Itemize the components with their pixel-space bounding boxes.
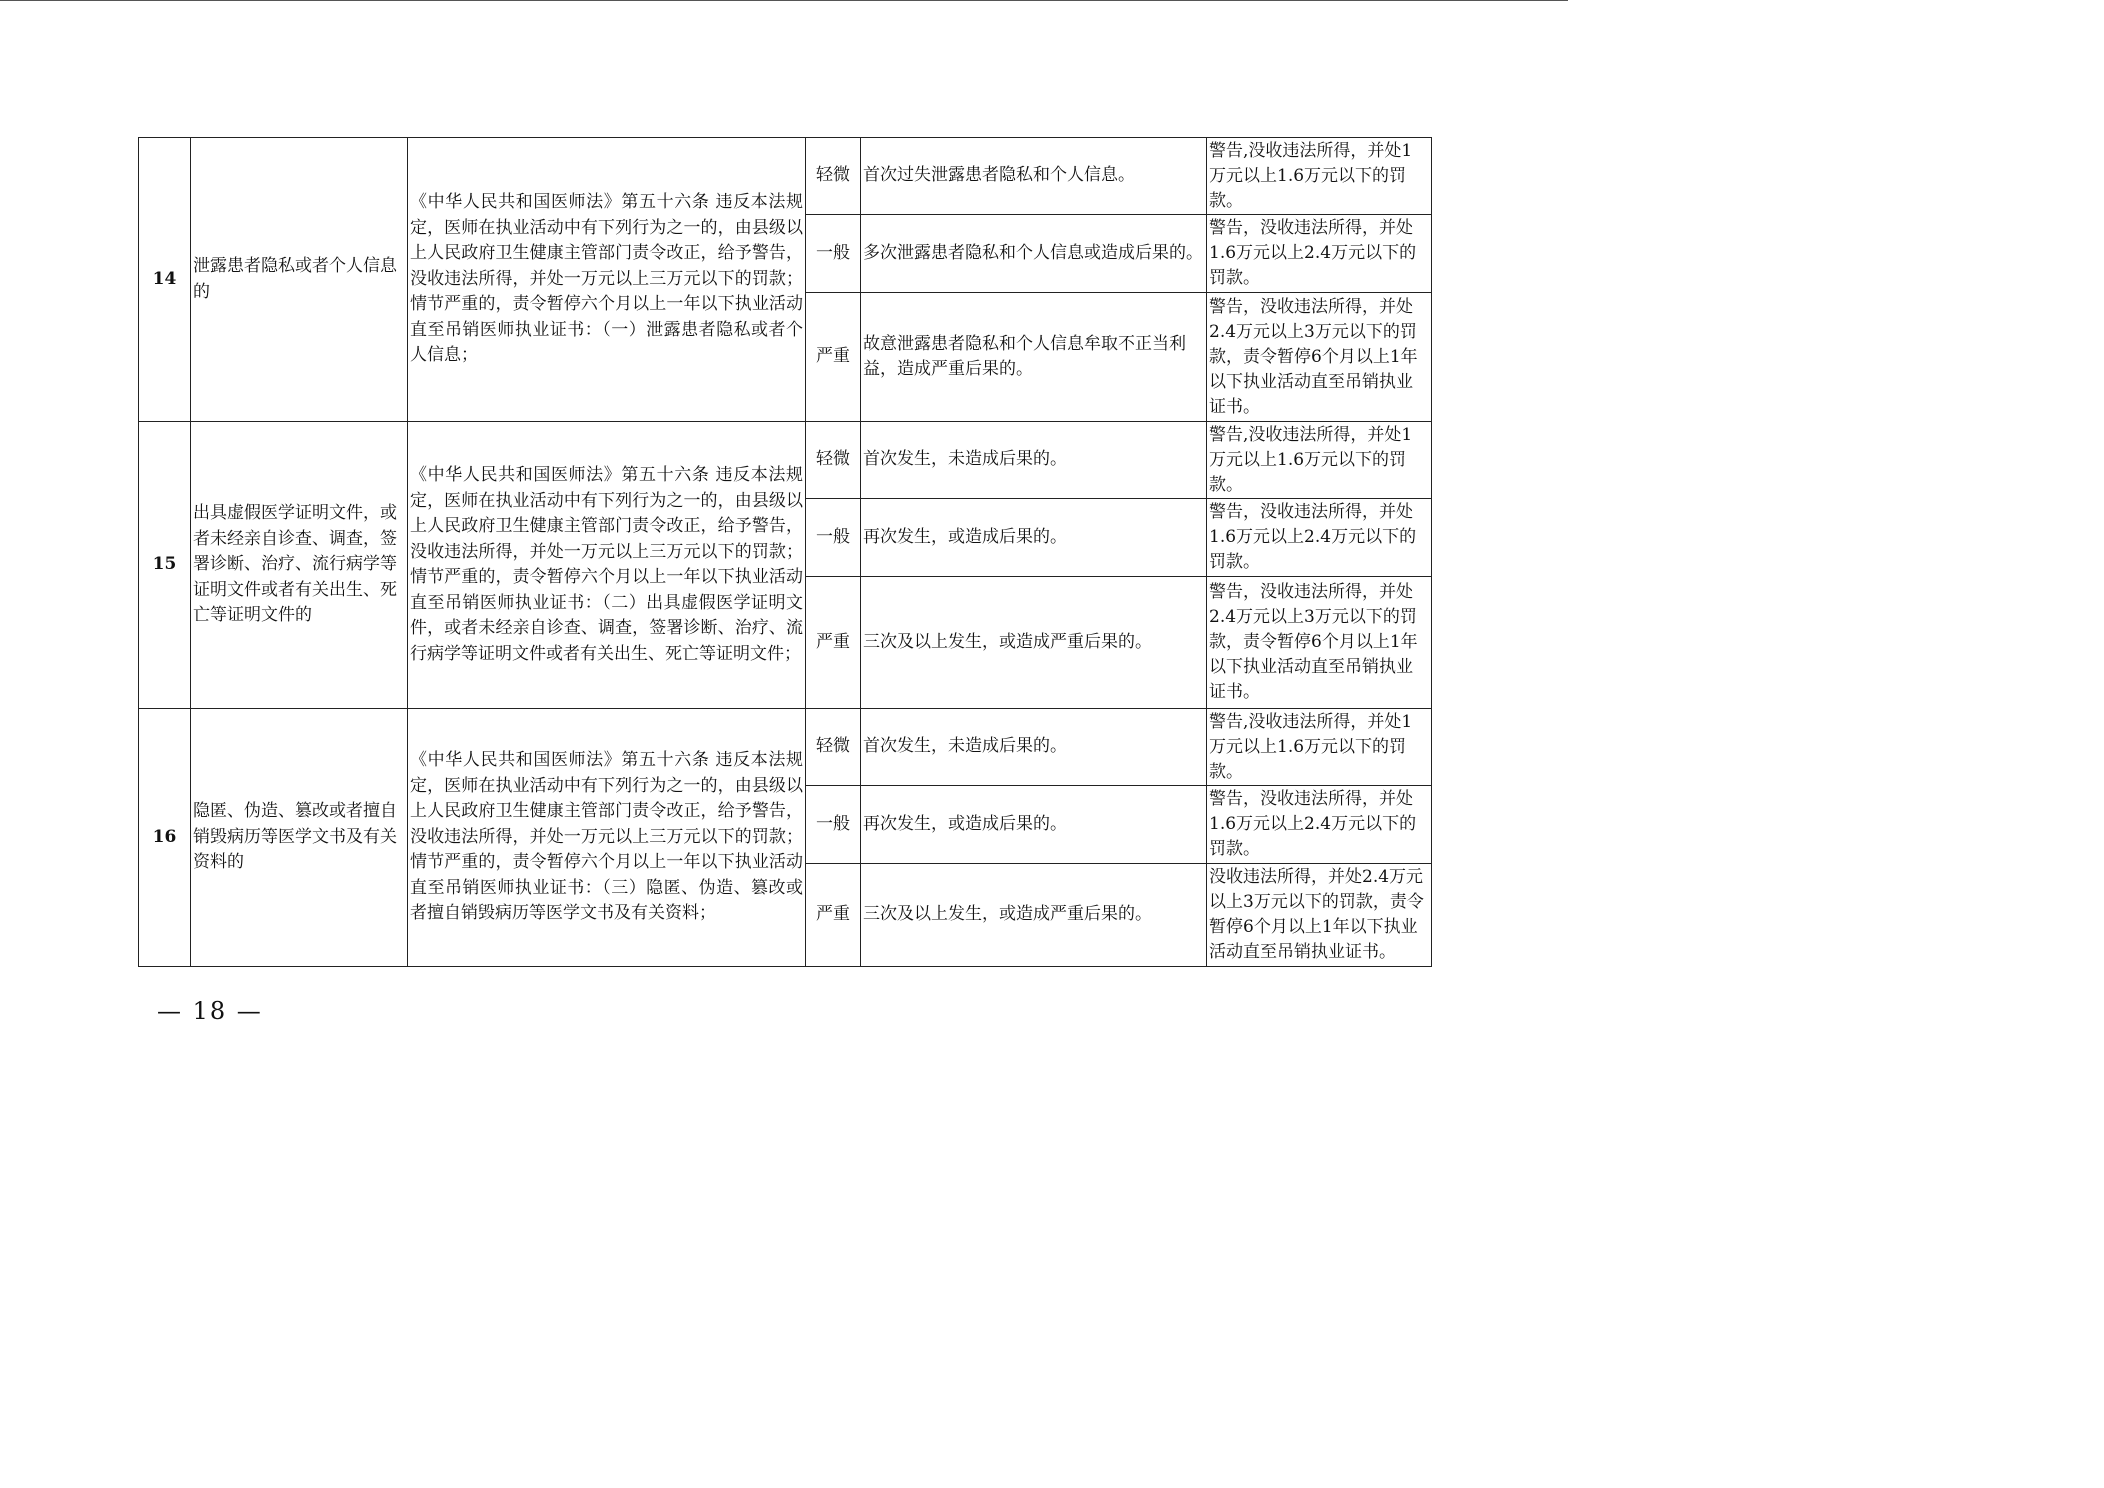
violation-behavior: 泄露患者隐私或者个人信息的 — [191, 138, 408, 422]
penalty-standard: 警告，没收违法所得，并处2.4万元以上3万元以下的罚款，责令暂停6个月以上1年以下执业活动直至吊销执业证书。 — [1207, 293, 1432, 422]
legal-basis: 《中华人民共和国医师法》第五十六条 违反本法规定，医师在执业活动中有下列行为之一的，由县级以上人民政府卫生健康主管部门责令改正，给予警告，没收违法所得，并处一万元以上三万元以下的罚款；情节严重的，责令暂停六个月以上一年以下执业活动直至吊销医师执业证书：（二）出具虚假医学证明文件，或者未经亲自诊查、调查，签署诊断、治疗、流行病学等证明文件或者有关出生、死亡等证明文件； — [408, 422, 806, 709]
page-number: — 18 — — [157, 997, 263, 1025]
severity-level: 一般 — [806, 215, 861, 293]
circumstance: 再次发生，或造成后果的。 — [861, 786, 1207, 864]
severity-level: 轻微 — [806, 138, 861, 215]
table-row — [139, 709, 1432, 786]
circumstance: 首次过失泄露患者隐私和个人信息。 — [861, 138, 1207, 215]
circumstance: 多次泄露患者隐私和个人信息或造成后果的。 — [861, 215, 1207, 293]
violation-behavior: 出具虚假医学证明文件，或者未经亲自诊查、调查，签署诊断、治疗、流行病学等证明文件或者有关出生、死亡等证明文件的 — [191, 422, 408, 709]
penalty-standard: 警告，没收违法所得，并处1.6万元以上2.4万元以下的罚款。 — [1207, 215, 1432, 293]
legal-basis: 《中华人民共和国医师法》第五十六条 违反本法规定，医师在执业活动中有下列行为之一的，由县级以上人民政府卫生健康主管部门责令改正，给予警告，没收违法所得，并处一万元以上三万元以下的罚款；情节严重的，责令暂停六个月以上一年以下执业活动直至吊销医师执业证书：（三）隐匿、伪造、篡改或者擅自销毁病历等医学文书及有关资料； — [408, 709, 806, 967]
severity-level: 轻微 — [806, 709, 861, 786]
table-row — [139, 422, 1432, 499]
severity-level: 严重 — [806, 293, 861, 422]
circumstance: 首次发生，未造成后果的。 — [861, 422, 1207, 499]
table-row — [139, 138, 1432, 215]
severity-level: 一般 — [806, 499, 861, 577]
legal-basis: 《中华人民共和国医师法》第五十六条 违反本法规定，医师在执业活动中有下列行为之一的，由县级以上人民政府卫生健康主管部门责令改正，给予警告，没收违法所得，并处一万元以上三万元以下的罚款；情节严重的，责令暂停六个月以上一年以下执业活动直至吊销医师执业证书：（一）泄露患者隐私或者个人信息； — [408, 138, 806, 422]
row-number: 15 — [139, 422, 191, 709]
circumstance: 再次发生，或造成后果的。 — [861, 499, 1207, 577]
penalty-standard: 警告，没收违法所得，并处1.6万元以上2.4万元以下的罚款。 — [1207, 499, 1432, 577]
severity-level: 一般 — [806, 786, 861, 864]
penalty-standard: 警告，没收违法所得，并处1.6万元以上2.4万元以下的罚款。 — [1207, 786, 1432, 864]
severity-level: 严重 — [806, 577, 861, 709]
circumstance: 三次及以上发生，或造成严重后果的。 — [861, 864, 1207, 967]
penalty-discretion-table — [138, 137, 1432, 967]
circumstance: 三次及以上发生，或造成严重后果的。 — [861, 577, 1207, 709]
penalty-standard: 警告,没收违法所得，并处1万元以上1.6万元以下的罚款。 — [1207, 138, 1432, 215]
penalty-standard: 没收违法所得，并处2.4万元以上3万元以下的罚款，责令暂停6个月以上1年以下执业活动直至吊销执业证书。 — [1207, 864, 1432, 967]
severity-level: 严重 — [806, 864, 861, 967]
top-rule — [0, 0, 1568, 1]
circumstance: 故意泄露患者隐私和个人信息牟取不正当利益，造成严重后果的。 — [861, 293, 1207, 422]
severity-level: 轻微 — [806, 422, 861, 499]
violation-behavior: 隐匿、伪造、篡改或者擅自销毁病历等医学文书及有关资料的 — [191, 709, 408, 967]
row-number: 16 — [139, 709, 191, 967]
penalty-standard: 警告,没收违法所得，并处1万元以上1.6万元以下的罚款。 — [1207, 709, 1432, 786]
penalty-standard: 警告,没收违法所得，并处1万元以上1.6万元以下的罚款。 — [1207, 422, 1432, 499]
circumstance: 首次发生，未造成后果的。 — [861, 709, 1207, 786]
row-number: 14 — [139, 138, 191, 422]
penalty-standard: 警告，没收违法所得，并处2.4万元以上3万元以下的罚款，责令暂停6个月以上1年以下执业活动直至吊销执业证书。 — [1207, 577, 1432, 709]
